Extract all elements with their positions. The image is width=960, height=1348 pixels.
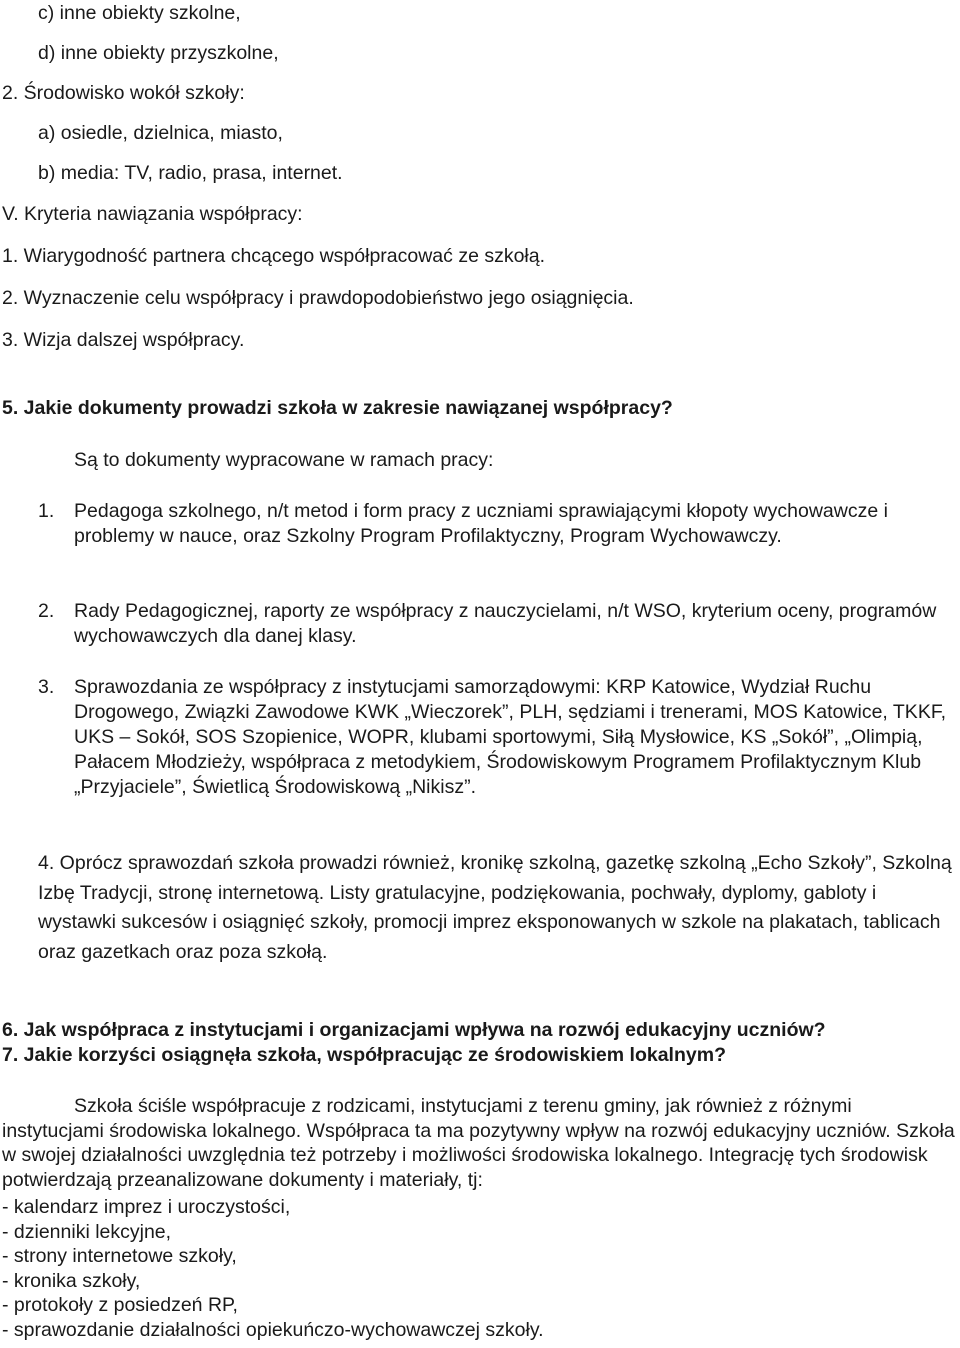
item-number: 3. (38, 676, 55, 698)
item-number: 1. (38, 500, 55, 522)
question-5-item-4: 4. Oprócz sprawozdań szkoła prowadzi również, kronikę szkolną, gazetkę szkolną „Echo Szkoły”, Szkolną Izbę Tradycji, stronę internetową. Listy gratulacyjne, podziękowania, pochwały, dyplomy, gabloty i wystawki sukcesów i osiągnięć szkoły, promocji imprez eksponowanych w szkole na plakatach, tablicach oraz gazetkach oraz poza szkołą. (38, 852, 952, 963)
list-item: - kalendarz imprez i uroczystości, (2, 1196, 291, 1218)
list-item: - dzienniki lekcyjne, (2, 1220, 172, 1243)
question-5-heading: 5. Jakie dokumenty prowadzi szkoła w zakresie nawiązanej współpracy? (2, 397, 673, 419)
list-item-d: d) inne obiekty przyszkolne, (38, 42, 279, 64)
list-item-a: a) osiedle, dzielnica, miasto, (38, 122, 283, 144)
list-item: - protokoły z posiedzeń RP, (2, 1294, 238, 1316)
list-item-c: c) inne obiekty szkolne, (38, 2, 241, 24)
item-number: 2. (38, 600, 55, 622)
documents-list (2, 1195, 544, 1342)
criteria-item: 1. Wiarygodność partnera chcącego współpracować ze szkołą. (2, 245, 546, 267)
question-6-heading: 6. Jak współpraca z instytucjami i organizacjami wpływa na rozwój edukacyjny uczniów? (2, 1019, 826, 1041)
list-item: - sprawozdanie działalności opiekuńczo-wychowawczej szkoły. (2, 1318, 544, 1341)
question-5-intro: Są to dokumenty wypracowane w ramach pracy: (74, 449, 494, 471)
document-item-text: Sprawozdania ze współpracy z instytucjami samorządowymi: KRP Katowice, Wydział Ruchu Drogowego, Związki Zawodowe KWK „Wieczorek”, PLH, sędziami i trenerami, MOS Katowice, TKKF, UKS – Sokół, SOS Szopienice, WOPR, klubami sportowymi, Siłą Mysłowice, KS „Sokół”, „Olimpią, Pałacem Młodzieży, współpraca z metodykiem, Środowiskowym Programem Profilaktycznym Klub „Przyjaciele”, Świetlicą Środowiskową „Nikisz”. (74, 676, 946, 798)
document-item-text: Pedagoga szkolnego, n/t metod i form pracy z uczniami sprawiającymi kłopoty wychowawcze i problemy w nauce, oraz Szkolny Program Profilaktyczny, Program Wychowawczy. (74, 500, 888, 547)
closing-paragraph: Szkoła ściśle współpracuje z rodzicami, instytucjami z terenu gminy, jak również z różnymi instytucjami środowiska lokalnego. Współpraca ta ma pozytywny wpływ na rozwój edukacyjny uczniów. Szkoła w swojej działalności uwzględnia też potrzeby i możliwości środowiska lokalnego. Integrację tych środowisk potwierdzają przeanalizowane dokumenty i materiały, tj: (2, 1095, 955, 1191)
criteria-item: 3. Wizja dalszej współpracy. (2, 329, 245, 351)
section-v-heading: V. Kryteria nawiązania współpracy: (2, 203, 303, 225)
list-item: - strony internetowe szkoły, (2, 1245, 237, 1267)
question-7-heading: 7. Jakie korzyści osiągnęła szkoła, współpracując ze środowiskiem lokalnym? (2, 1044, 726, 1066)
list-item: - kronika szkoły, (2, 1269, 141, 1292)
point-2-heading: 2. Środowisko wokół szkoły: (2, 82, 245, 104)
criteria-item: 2. Wyznaczenie celu współpracy i prawdopodobieństwo jego osiągnięcia. (2, 287, 634, 309)
list-item-b: b) media: TV, radio, prasa, internet. (38, 162, 343, 184)
document-item-text: Rady Pedagogicznej, raporty ze współpracy z nauczycielami, n/t WSO, kryterium oceny, programów wychowawczych dla danej klasy. (74, 600, 937, 647)
